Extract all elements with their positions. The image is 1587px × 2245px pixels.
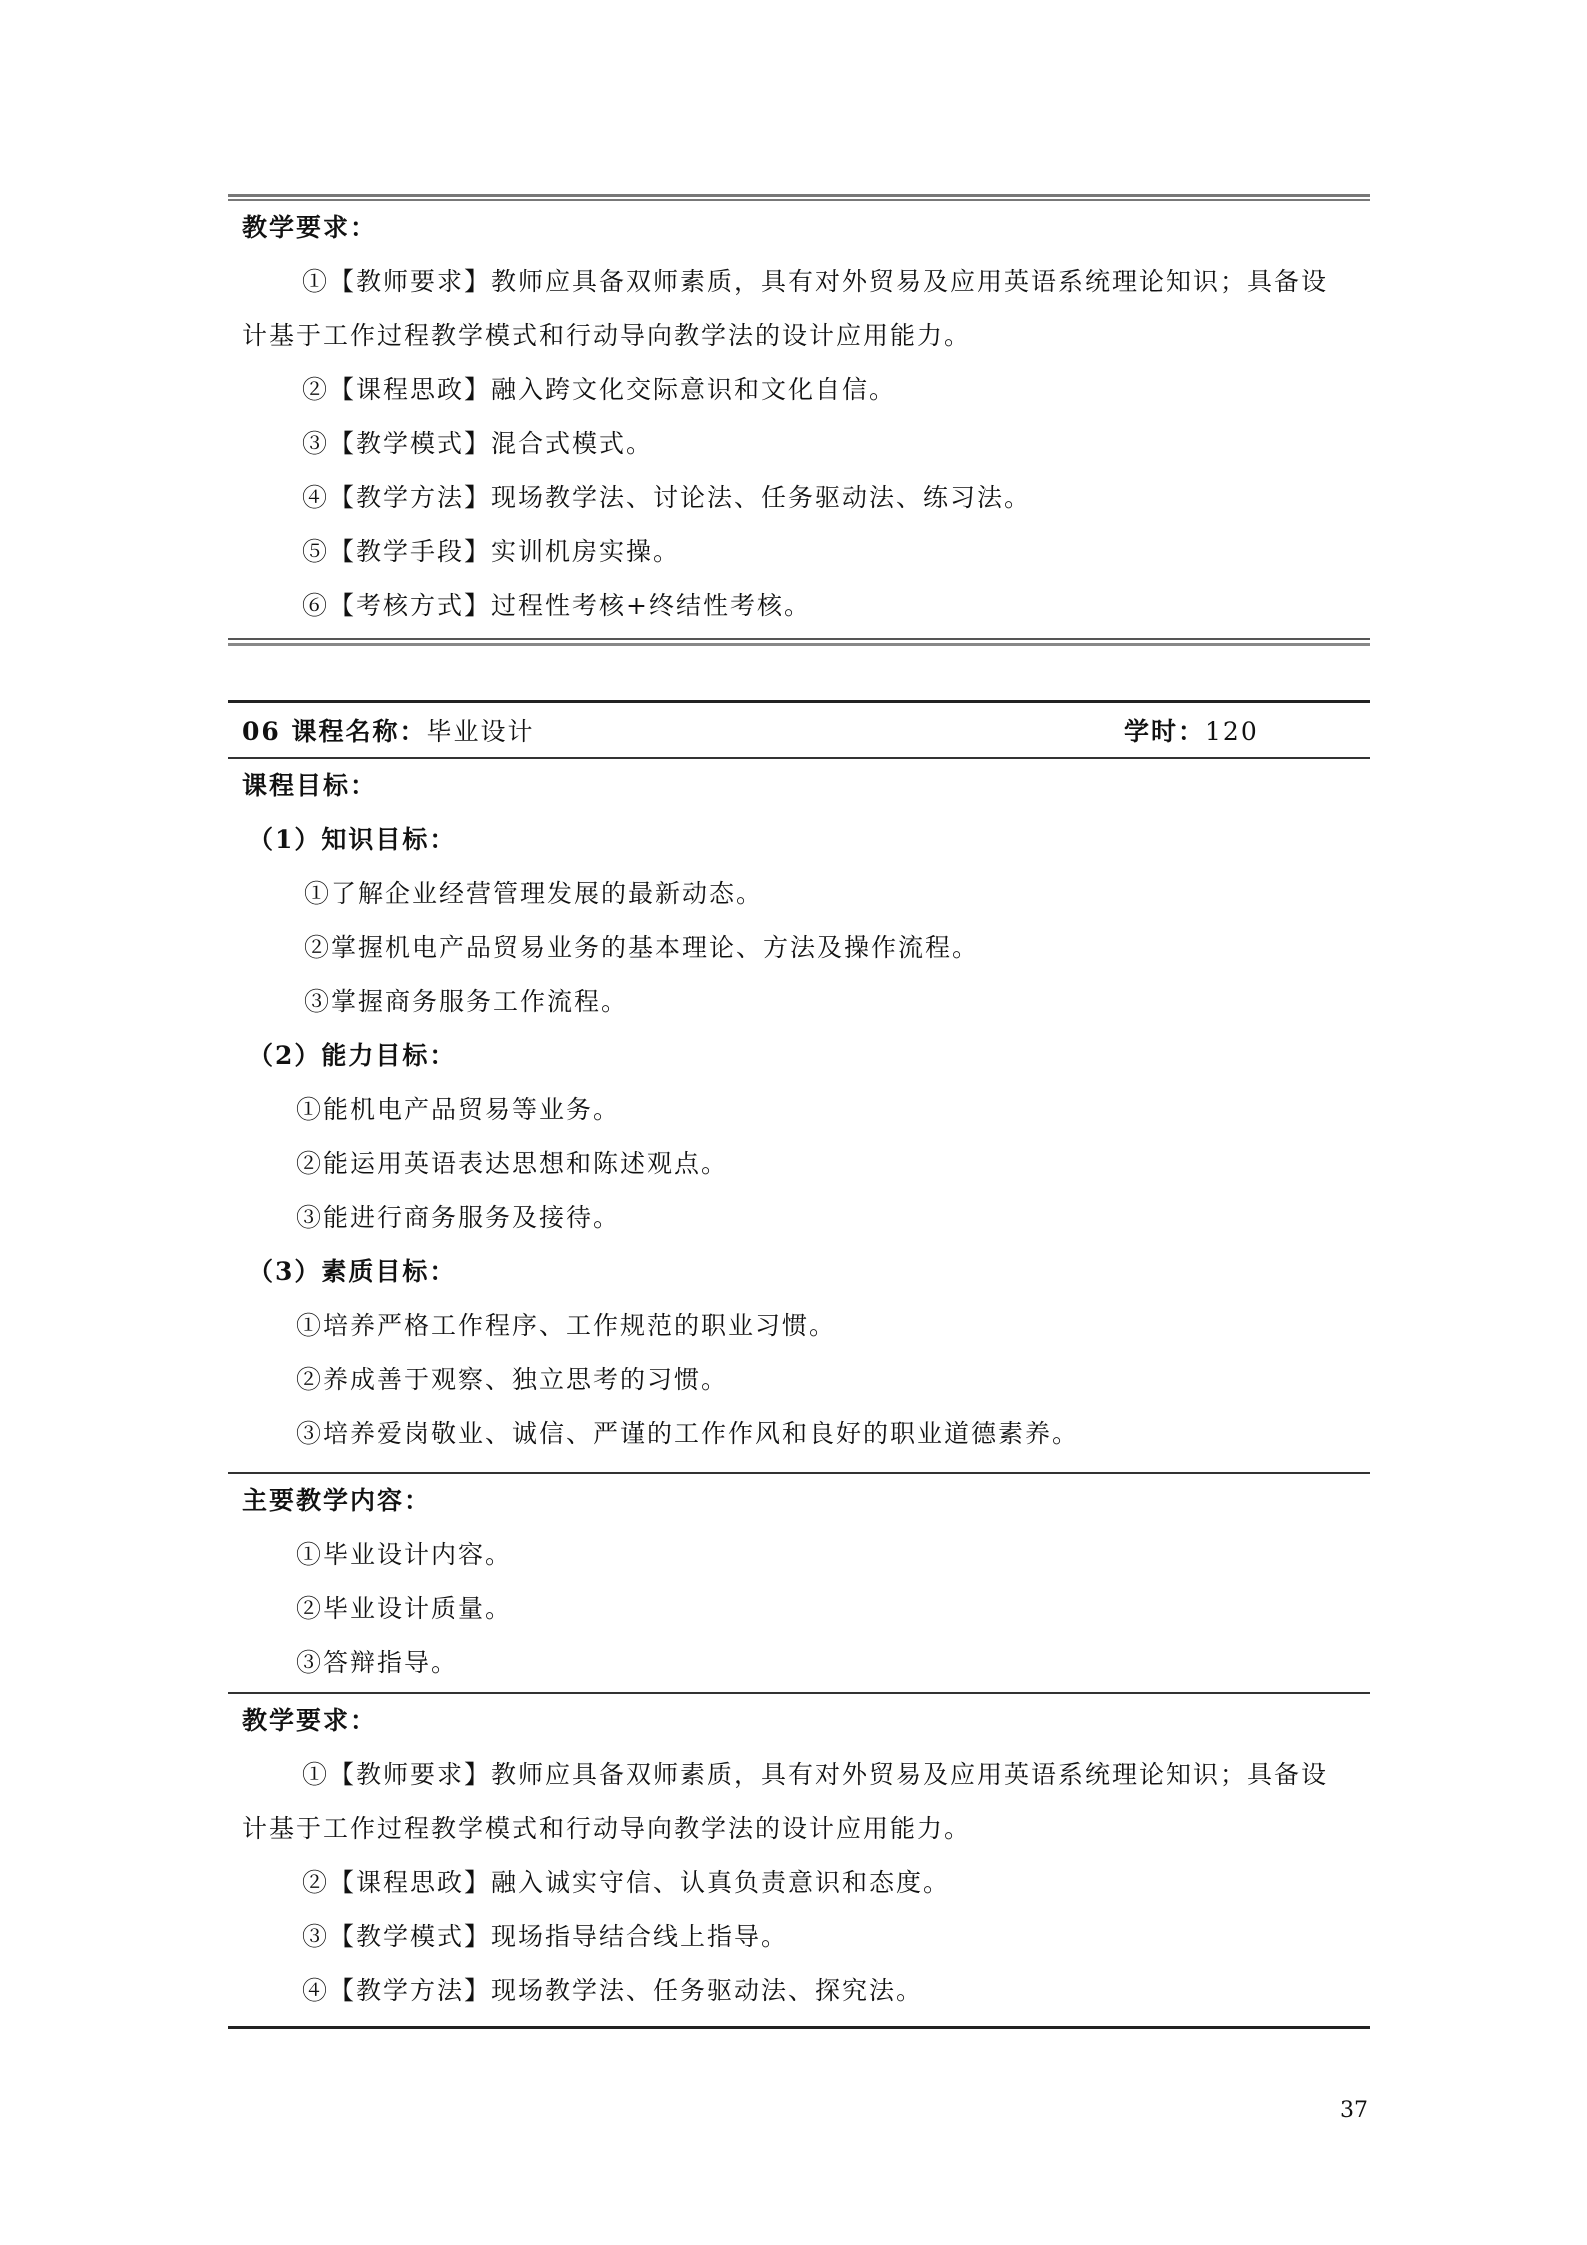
course-header-row: [228, 702, 1370, 758]
course-goals: [228, 758, 1370, 1472]
knowledge-item: ①了解企业经营管理发展的最新动态。: [304, 879, 764, 908]
ability-item: ②能运用英语表达思想和陈述观点。: [296, 1149, 729, 1178]
ability-item: ①能机电产品贸易等业务。: [296, 1095, 621, 1124]
course-content: [228, 1473, 1370, 1691]
content-item: ③答辩指导。: [296, 1648, 459, 1677]
section1-item: 计基于工作过程教学模式和行动导向教学法的设计应用能力。: [242, 321, 972, 350]
course-teaching-requirements: [228, 1693, 1370, 2013]
ability-item: ③能进行商务服务及接待。: [296, 1203, 621, 1232]
knowledge-item: ③掌握商务服务工作流程。: [304, 987, 629, 1016]
section1-item: ①【教师要求】教师应具备双师素质，具有对外贸易及应用英语系统理论知识；具备设: [302, 267, 1329, 296]
section1-bottom-rule: [228, 638, 1370, 646]
course-hours-label: 学时：: [1124, 717, 1206, 746]
req-item: ③【教学模式】现场指导结合线上指导。: [302, 1922, 789, 1951]
quality-item: ③培养爱岗敬业、诚信、严谨的工作作风和良好的职业道德素养。: [296, 1419, 1080, 1448]
section1-teaching-requirements: [228, 200, 1370, 640]
req-item: 计基于工作过程教学模式和行动导向教学法的设计应用能力。: [242, 1814, 972, 1843]
goals-heading: 课程目标：: [242, 771, 378, 800]
quality-item: ②养成善于观察、独立思考的习惯。: [296, 1365, 729, 1394]
req-item: ④【教学方法】现场教学法、任务驱动法、探究法。: [302, 1976, 924, 2005]
content-heading: 主要教学内容：: [242, 1486, 432, 1515]
req-item: ①【教师要求】教师应具备双师素质，具有对外贸易及应用英语系统理论知识；具备设: [302, 1760, 1329, 1789]
course-name-label: 06 课程名称：: [242, 717, 427, 746]
knowledge-heading: （1）知识目标：: [248, 825, 457, 854]
ability-heading: （2）能力目标：: [248, 1041, 457, 1070]
quality-heading: （3）素质目标：: [248, 1257, 457, 1286]
section1-item: ②【课程思政】融入跨文化交际意识和文化自信。: [302, 375, 897, 404]
content-item: ①毕业设计内容。: [296, 1540, 513, 1569]
quality-item: ①培养严格工作程序、工作规范的职业习惯。: [296, 1311, 837, 1340]
knowledge-item: ②掌握机电产品贸易业务的基本理论、方法及操作流程。: [304, 933, 980, 962]
req-item: ②【课程思政】融入诚实守信、认真负责意识和态度。: [302, 1868, 951, 1897]
page-number: 37: [1340, 2098, 1368, 2123]
course-hours: [1124, 712, 1259, 748]
bottom-rule: [228, 2026, 1370, 2029]
course-name: [242, 712, 535, 748]
section1-heading: 教学要求：: [242, 213, 378, 242]
section1-item: ③【教学模式】混合式模式。: [302, 429, 654, 458]
section1-item: ④【教学方法】现场教学法、讨论法、任务驱动法、练习法。: [302, 483, 1032, 512]
section1-item: ⑤【教学手段】实训机房实操。: [302, 537, 681, 566]
req-heading: 教学要求：: [242, 1706, 378, 1735]
content-item: ②毕业设计质量。: [296, 1594, 513, 1623]
section1-item: ⑥【考核方式】过程性考核+终结性考核。: [302, 591, 811, 620]
course-name-value: 毕业设计: [426, 717, 535, 746]
course-hours-value: 120: [1205, 717, 1259, 746]
